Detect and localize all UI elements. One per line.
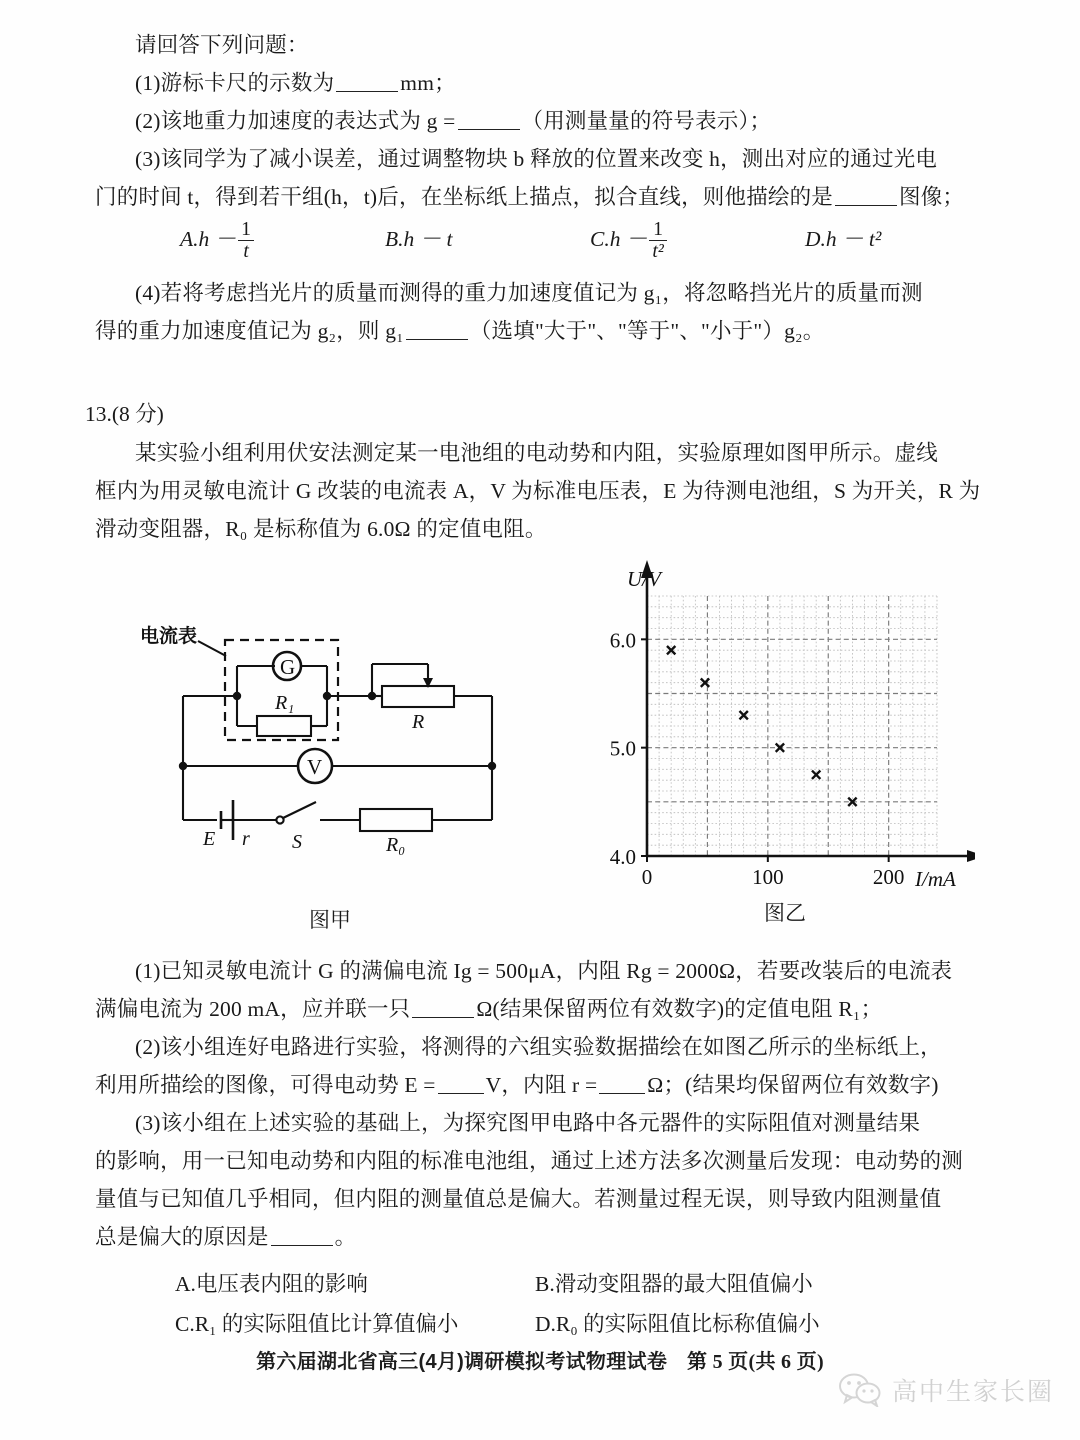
q13-sub3-text: 总是偏大的原因是 bbox=[95, 1224, 269, 1249]
answer-blank-q13-2-emf[interactable] bbox=[438, 1075, 484, 1094]
answer-blank-q13-1[interactable] bbox=[412, 999, 474, 1018]
q13-option-b[interactable] bbox=[535, 1264, 895, 1304]
watermark-label: 高中生家长圈 bbox=[891, 1378, 1054, 1406]
answer-blank-q12-2[interactable] bbox=[458, 111, 520, 130]
answer-blank-q12-1[interactable] bbox=[336, 73, 398, 92]
figure-jia bbox=[120, 608, 540, 934]
q12-item-4-line2 bbox=[0, 312, 1080, 350]
q13-option-a[interactable] bbox=[175, 1264, 535, 1304]
r1-resistor-box bbox=[257, 716, 311, 736]
q12-item-3-line1: (3)该同学为了减小误差，通过调整物块 b 释放的位置来改变 h，测出对应的通过光电 bbox=[135, 147, 938, 171]
ammeter-callout-line bbox=[198, 641, 226, 656]
y-tick-label: 4.0 bbox=[609, 844, 636, 869]
q12-item-1-text: (1)游标卡尺的示数为 bbox=[135, 71, 335, 95]
q12-item-4-text: 得的重力加速度值记为 g₂，则 g₁ bbox=[95, 318, 404, 343]
figure-yi bbox=[585, 556, 985, 927]
q13-option-b-label: B. bbox=[535, 1271, 555, 1296]
q12-item-4-suffix: （选填"大于"、"等于"、"小于"）g₂。 bbox=[469, 318, 825, 343]
fraction-numerator: 1 bbox=[649, 219, 666, 241]
x-tick-label: 100 bbox=[752, 864, 784, 889]
q12-item-1-suffix: mm； bbox=[400, 71, 456, 95]
r0-resistor-box bbox=[360, 809, 432, 831]
x-tick-label: 200 bbox=[872, 864, 905, 889]
q12-option-b-label: B. bbox=[385, 227, 404, 251]
q12-item-3-suffix: 图像； bbox=[899, 185, 965, 209]
fraction-numerator: 1 bbox=[238, 219, 254, 241]
fraction-denominator: t² bbox=[652, 239, 664, 262]
y-tick-label: 6.0 bbox=[609, 627, 636, 652]
q12-option-a-body: h － bbox=[198, 227, 237, 251]
q13-sub2-line2 bbox=[0, 1066, 1080, 1104]
q13-sub2-line1: (2)该小组连好电路进行实验，将测得的六组实验数据描绘在如图乙所示的坐标纸上， bbox=[135, 1034, 942, 1059]
q13-sub2-text-a: 利用所描绘的图像，可得电动势 E = bbox=[95, 1072, 436, 1097]
internal-resistance-label: r bbox=[242, 827, 250, 850]
q12-item-2-suffix: （用测量量的符号表示）； bbox=[521, 109, 772, 133]
grid-minor-lines bbox=[647, 596, 937, 856]
watermark bbox=[838, 1372, 1054, 1408]
q13-sub1-text: 满偏电流为 200 mA，应并联一只 bbox=[95, 996, 411, 1021]
q12-option-c-body: h － bbox=[609, 227, 648, 251]
q13-sub3-line3: 量值与已知值几乎相同，但内阻的测量值总是偏大。若测量过程无误，则导致内阻测量值 bbox=[95, 1186, 942, 1211]
footer-page-number: 第 5 页(共 6 页) bbox=[686, 1351, 824, 1373]
switch-label: S bbox=[292, 830, 302, 853]
voltmeter-label: V bbox=[307, 754, 323, 779]
q13-option-d[interactable] bbox=[535, 1304, 895, 1344]
q12-item-3-text: 门的时间 t，得到若干组(h，t)后，在坐标纸上描点，拟合直线，则他描绘的是 bbox=[95, 185, 833, 209]
uv-scatter-graph bbox=[585, 556, 975, 901]
q13-options-row2 bbox=[0, 1304, 1080, 1344]
page-footer bbox=[0, 1345, 1080, 1374]
emf-label: E bbox=[203, 827, 216, 850]
q12-option-a-label: A. bbox=[180, 227, 199, 251]
q13-options-row1 bbox=[0, 1264, 1080, 1304]
q12-option-b[interactable] bbox=[385, 218, 590, 262]
node-ammeter-right bbox=[323, 691, 331, 699]
q12-option-c[interactable] bbox=[590, 218, 805, 262]
q13-option-a-body: 电压表内阻的影响 bbox=[195, 1271, 368, 1296]
q13-option-a-label: A. bbox=[175, 1271, 196, 1296]
q12-option-d-label: D. bbox=[805, 227, 826, 251]
q13-stem-line1: 某实验小组利用伏安法测定某一电池组的电动势和内阻，实验原理如图甲所示。虚线 bbox=[135, 440, 938, 465]
answer-blank-q13-2-r[interactable] bbox=[599, 1075, 645, 1094]
q13-sub2-text-c: Ω；(结果均保留两位有效数字) bbox=[647, 1072, 939, 1097]
q13-option-c-body: R₁ 的实际阻值比计算值偏小 bbox=[194, 1311, 459, 1336]
q13-sub3-line1: (3)该小组在上述实验的基础上，为探究图甲电路中各元器件的实际阻值对测量结果 bbox=[135, 1110, 921, 1135]
node-ammeter-left bbox=[233, 691, 241, 699]
q13-option-d-body: R₀ 的实际阻值比标称值偏小 bbox=[555, 1311, 820, 1336]
x-tick-label: 0 bbox=[641, 864, 653, 889]
q12-item-3-line2 bbox=[0, 178, 1080, 216]
rheostat-box bbox=[382, 686, 454, 707]
q12-options bbox=[0, 218, 1080, 262]
figure-jia-caption: 图甲 bbox=[309, 907, 351, 932]
q12-item-4-line1: (4)若将考虑挡光片的质量而测得的重力加速度值记为 g₁，将忽略挡光片的质量而测 bbox=[135, 280, 923, 305]
q12-prompt: 请回答下列问题： bbox=[135, 33, 309, 57]
q12-option-d[interactable] bbox=[805, 218, 881, 262]
q13-sub1-suffix: Ω(结果保留两位有效数字)的定值电阻 R₁； bbox=[476, 996, 883, 1021]
x-axis-arrow bbox=[967, 850, 975, 862]
q13-stem-line2: 框内为用灵敏电流计 G 改装的电流表 A，V 为标准电压表，E 为待测电池组，S 为开关，R 为 bbox=[95, 478, 981, 503]
q13-figures bbox=[0, 556, 1080, 946]
q13-option-c-label: C. bbox=[175, 1311, 195, 1336]
q12-option-c-label: C. bbox=[590, 227, 610, 251]
q13-number: 13.(8 分) bbox=[85, 401, 164, 426]
q13-sub2-text-b: V，内阻 r = bbox=[485, 1072, 598, 1097]
x-axis-label: I/mA bbox=[915, 866, 956, 891]
q12-option-c-fraction bbox=[649, 219, 666, 262]
q12-option-a[interactable] bbox=[180, 218, 385, 262]
fraction-denominator: t bbox=[243, 239, 249, 262]
q12-option-b-body: h － t bbox=[403, 227, 453, 251]
switch-pivot bbox=[276, 816, 283, 823]
r1-label: R₁ bbox=[275, 691, 295, 714]
wechat-icon bbox=[838, 1373, 882, 1407]
y-tick-label: 5.0 bbox=[609, 736, 636, 761]
q13-sub3-line4 bbox=[0, 1218, 1080, 1256]
q13-option-d-label: D. bbox=[535, 1311, 556, 1336]
q13-sub3-line2: 的影响，用一已知电动势和内阻的标准电池组，通过上述方法多次测量后发现：电动势的测 bbox=[95, 1148, 964, 1173]
q12-item-2-text: (2)该地重力加速度的表达式为 g = bbox=[135, 109, 456, 133]
rheostat-label: R bbox=[412, 710, 425, 733]
ammeter-callout-label: 电流表 bbox=[140, 625, 198, 647]
q12-option-d-body: h － t² bbox=[825, 227, 882, 251]
switch-blade bbox=[283, 802, 316, 818]
y-axis-label: U/V bbox=[627, 566, 661, 591]
q13-option-c[interactable] bbox=[175, 1304, 535, 1344]
circuit-diagram bbox=[120, 608, 540, 898]
q13-sub1-line2 bbox=[0, 990, 1080, 1028]
figure-yi-caption: 图乙 bbox=[764, 900, 806, 925]
q13-sub1-line1: (1)已知灵敏电流计 G 的满偏电流 Ig = 500μA，内阻 Rg = 2000Ω，若要改装后的电流表 bbox=[135, 958, 953, 983]
answer-blank-q12-3[interactable] bbox=[835, 187, 897, 206]
galvanometer-label: G bbox=[280, 654, 296, 679]
q13-sub3-suffix: 。 bbox=[334, 1224, 357, 1249]
answer-blank-q13-3[interactable] bbox=[271, 1227, 333, 1246]
q13-stem-line3: 滑动变阻器，R₀ 是标称值为 6.0Ω 的定值电阻。 bbox=[95, 516, 547, 541]
q13-option-b-body: 滑动变阻器的最大阻值偏小 bbox=[554, 1271, 813, 1296]
q12-item-1 bbox=[0, 64, 1080, 102]
q12-item-2 bbox=[0, 102, 1080, 140]
r0-label: R₀ bbox=[386, 833, 406, 856]
footer-exam-title: 第六届湖北省高三(4月)调研模拟考试物理试卷 bbox=[256, 1351, 668, 1373]
answer-blank-q12-4[interactable] bbox=[406, 321, 468, 340]
q12-option-a-fraction bbox=[238, 219, 254, 262]
